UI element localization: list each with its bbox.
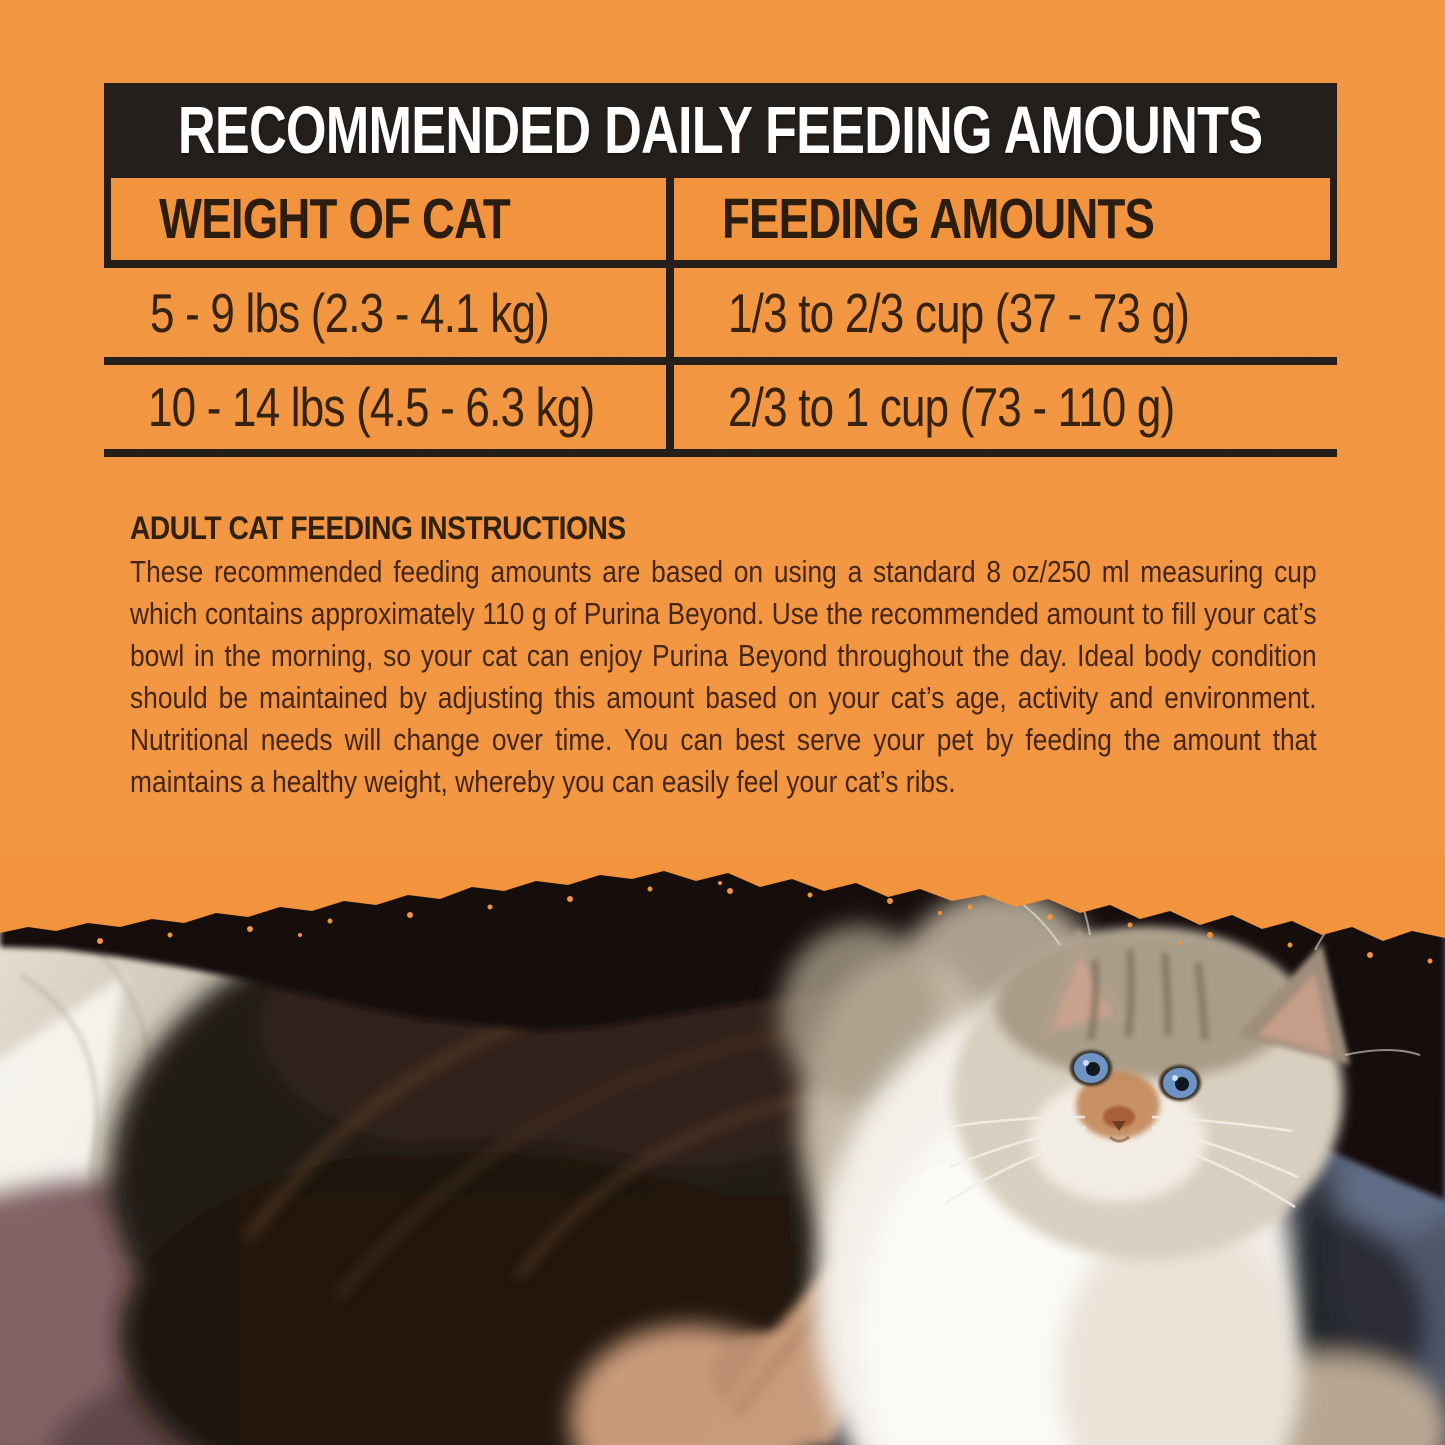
row-divider bbox=[104, 357, 1337, 365]
instructions-paragraph: These recommended feeding amounts are based on using a standard 8 oz/250 ml measuring cup which contains approximately 110 g of Purina Beyond. Use the recommended amount to fill your cat’s bowl in the morning, so your cat can enjoy Purina Beyond throughout the day. Ideal body condition should be maintained by adjusting this amount based on your cat’s age, activity and environment. Nutritional needs will change over time. You can best serve your pet by feeding the amount that maintains a healthy weight, whereby you can easily feel your cat’s ribs. bbox=[130, 554, 1317, 799]
weight-value: 5 - 9 lbs (2.3 - 4.1 kg) bbox=[150, 281, 549, 344]
table-row bbox=[728, 268, 1304, 357]
feeding-table-body bbox=[104, 268, 1337, 457]
amount-value: 1/3 to 2/3 cup (37 - 73 g) bbox=[728, 281, 1190, 344]
table-title-bar bbox=[104, 83, 1337, 178]
man-petting-cat-photo bbox=[0, 855, 1445, 1445]
amount-value: 2/3 to 1 cup (73 - 110 g) bbox=[728, 376, 1175, 438]
table-row bbox=[728, 365, 1286, 449]
weight-value: 10 - 14 lbs (4.5 - 6.3 kg) bbox=[148, 376, 595, 438]
table-title: RECOMMENDED DAILY FEEDING AMOUNTS bbox=[178, 93, 1263, 168]
table-bottom-rule bbox=[104, 449, 1337, 457]
column-header-weight: WEIGHT OF CAT bbox=[111, 178, 666, 260]
feeding-table bbox=[104, 83, 1337, 268]
table-row bbox=[150, 268, 649, 357]
instructions-heading: ADULT CAT FEEDING INSTRUCTIONS bbox=[130, 510, 626, 546]
instructions-paragraph-wrap bbox=[130, 551, 1317, 803]
column-header-amounts: FEEDING AMOUNTS bbox=[674, 178, 1330, 260]
table-row bbox=[148, 365, 706, 449]
